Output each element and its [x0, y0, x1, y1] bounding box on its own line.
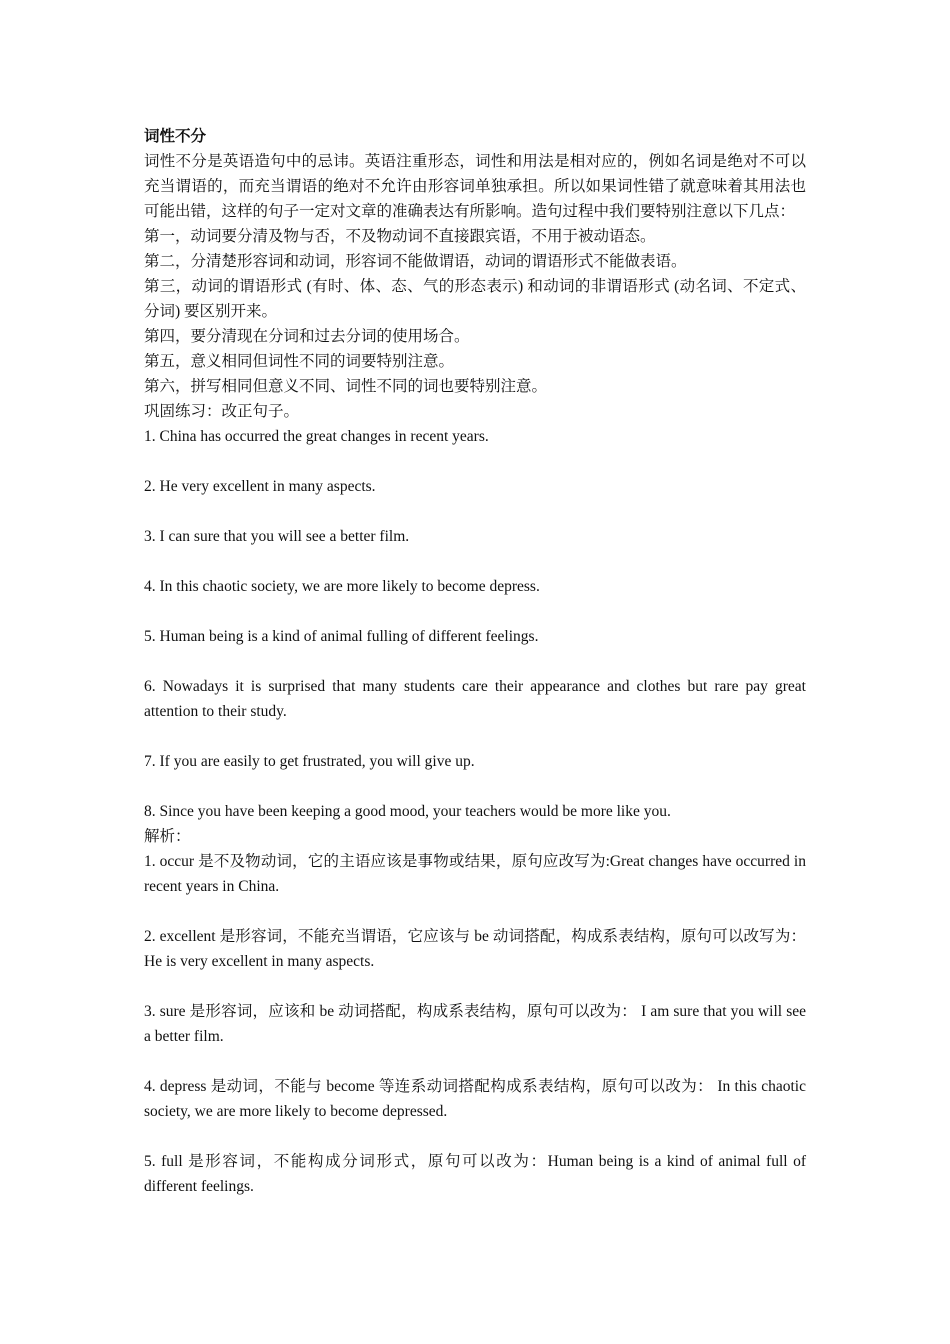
point-item: 第六，拼写相同但意义不同、词性不同的词也要特别注意。 — [144, 378, 548, 395]
exercise-item: 7. If you are easily to get frustrated, you will give up. — [144, 753, 475, 770]
point-item: 第一，动词要分清及物与否，不及物动词不直接跟宾语，不用于被动语态。 — [144, 228, 656, 245]
exercise-heading: 巩固练习：改正句子。 — [144, 403, 300, 420]
analysis-item: 2. excellent 是形容词，不能充当谓语，它应该与 be 动词搭配，构成系表结构，原句可以改写为：He is very excellent in many aspects. — [144, 928, 806, 970]
intro-paragraph: 词性不分是英语造句中的忌讳。英语注重形态，词性和用法是相对应的，例如名词是绝对不可以充当谓语的，而充当谓语的绝对不允许由形容词单独承担。所以如果词性错了就意味着其用法也可能出错，这样的句子一定对文章的准确表达有所影响。造句过程中我们要特别注意以下几点： — [144, 153, 806, 220]
exercise-item: 4. In this chaotic society, we are more likely to become depress. — [144, 578, 540, 595]
exercise-item: 8. Since you have been keeping a good mood, your teachers would be more like you. — [144, 803, 671, 820]
point-item: 第三，动词的谓语形式 (有时、体、态、气的形态表示) 和动词的非谓语形式 (动名词、不定式、分词) 要区别开来。 — [144, 278, 806, 320]
spacer — [144, 499, 806, 524]
exercise-item: 6. Nowadays it is surprised that many students care their appearance and clothes but rare pay great attention to their study. — [144, 678, 806, 720]
document-page — [144, 124, 806, 1199]
spacer — [144, 549, 806, 574]
point-item: 第四，要分清现在分词和过去分词的使用场合。 — [144, 328, 470, 345]
analysis-item: 1. occur 是不及物动词，它的主语应该是事物或结果，原句应改写为:Great changes have occurred in recent years in China. — [144, 853, 806, 895]
spacer — [144, 1124, 806, 1149]
exercise-item: 2. He very excellent in many aspects. — [144, 478, 376, 495]
document-title: 词性不分 — [144, 128, 207, 145]
point-item: 第二，分清楚形容词和动词，形容词不能做谓语，动词的谓语形式不能做表语。 — [144, 253, 687, 270]
analysis-item: 5. full 是形容词，不能构成分词形式，原句可以改为：Human being is a kind of animal full of different feelings. — [144, 1153, 806, 1195]
spacer — [144, 774, 806, 799]
spacer — [144, 599, 806, 624]
point-item: 第五，意义相同但词性不同的词要特别注意。 — [144, 353, 455, 370]
analysis-heading: 解析： — [144, 828, 191, 845]
spacer — [144, 1049, 806, 1074]
spacer — [144, 649, 806, 674]
exercise-item: 3. I can sure that you will see a better film. — [144, 528, 410, 545]
exercise-item: 1. China has occurred the great changes in recent years. — [144, 428, 489, 445]
analysis-item: 3. sure 是形容词，应该和 be 动词搭配，构成系表结构，原句可以改为： I am sure that you will see a better film. — [144, 1003, 806, 1045]
spacer — [144, 899, 806, 924]
spacer — [144, 974, 806, 999]
analysis-item: 4. depress 是动词，不能与 become 等连系动词搭配构成系表结构，原句可以改为： In this chaotic society, we are more likely to become depressed. — [144, 1078, 806, 1120]
spacer — [144, 449, 806, 474]
exercise-item: 5. Human being is a kind of animal fulling of different feelings. — [144, 628, 539, 645]
spacer — [144, 724, 806, 749]
